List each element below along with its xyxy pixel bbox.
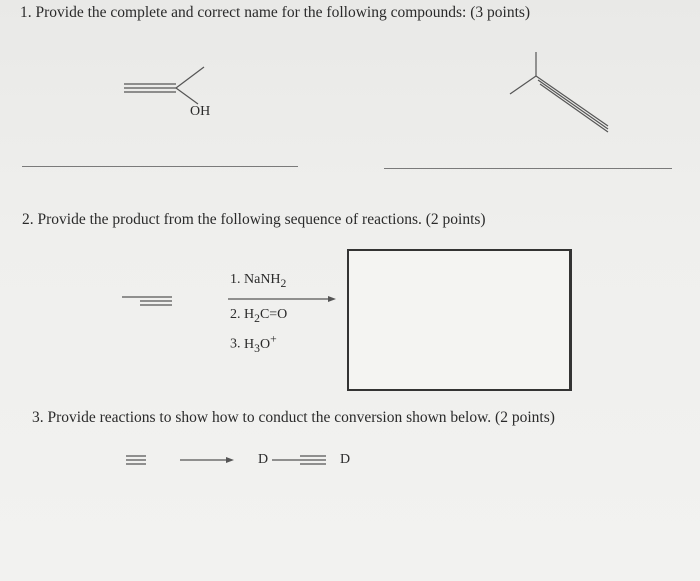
reagent-nanh2-text: NaNH [244, 272, 281, 287]
reagent-formaldehyde-subscript: 2 [254, 311, 260, 325]
compound-1-oh-label: OH [190, 104, 211, 119]
q3-product-deuterium-left: D [258, 452, 269, 467]
q3-arrow-head [226, 457, 234, 463]
reagent-hydronium-h: H [244, 336, 255, 352]
question-1-prompt: Provide the complete and correct name for the following compounds: [35, 4, 467, 21]
reagent-nanh2-subscript: 2 [280, 276, 287, 290]
reagent-formaldehyde-co: C=O [259, 307, 288, 322]
q3-product-deuterium-right: D [340, 452, 351, 467]
reagent-step-2-number: 2. [230, 307, 241, 322]
question-3-prompt: Provide reactions to show how to conduct the conversion shown below. (2 points) [47, 409, 555, 426]
question-1-points: (3 points) [470, 4, 531, 21]
reagent-formaldehyde-h: H [244, 307, 255, 322]
question-3-number: 3. [32, 409, 44, 426]
question-2-number: 2. [22, 211, 34, 228]
reagent-hydronium-subscript: 3 [254, 341, 260, 355]
reagent-step-3-number: 3. [230, 336, 241, 352]
reagent-step-1-number: 1. [230, 272, 241, 287]
reagent-hydronium-o: O [259, 336, 271, 352]
reagent-hydronium-charge: + [270, 332, 277, 345]
question-1-number: 1. [20, 4, 32, 21]
question-2-prompt: Provide the product from the following sequence of reactions. (2 points) [37, 211, 486, 228]
